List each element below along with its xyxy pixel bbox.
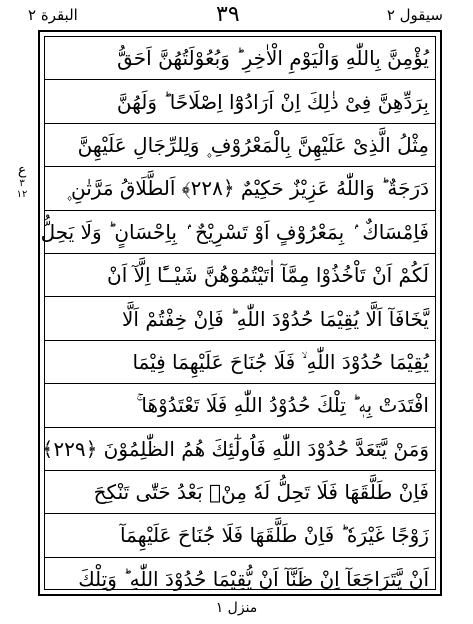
verse-line [45,558,435,601]
verse-line [45,80,435,123]
ruku-count: ١٢ [16,189,28,201]
page-number: ٣٩ [216,2,240,27]
verse-line [45,167,435,210]
verse-text: دَرَجَةٌ ؕ وَاللّٰهُ عَزِيْزٌ حَكِيْمٌ ﴿۲۲۸﴾ اَلطَّلَاقُ مَرَّتٰنِ ۪ [66,176,429,201]
verse-line [45,37,435,80]
verse-line [45,514,435,557]
surah-name: البقرة ٢ [28,6,78,24]
verse-text: زَوْجًا غَيْرَهٗ ؕ فَاِنْ طَلَّقَهَا فَلَا جُنَاحَ عَلَيْهِمَآ [120,523,429,548]
juz-name: سيقول ٢ [386,6,443,24]
verse-line [45,471,435,514]
verse-line [45,297,435,340]
verse-line [41,428,435,471]
verse-text: بِرَدِّهِنَّ فِىْ ذٰلِكَ اِنْ اَرَادُوْٓا اِصْلَاحًا ؕ وَلَهُنَّ [116,89,429,114]
page-header [0,4,473,30]
verse-text: مِثْلُ الَّذِىْ عَلَيْهِنَّ بِالْمَعْرُوْفِ ۪ وَلِلرِّجَالِ عَلَيْهِنَّ [77,132,429,157]
verse-line [45,254,435,297]
verse-text: اَنْ يَّتَرَاجَعَآ اِنْ ظَنَّآ اَنْ يُّقِيْمَا حُدُوْدَ اللّٰهِ ؕ وَتِلْكَ [78,567,429,592]
verse-text: افْتَدَتْ بِهٖ ؕ تِلْكَ حُدُوْدُ اللّٰهِ فَلَا تَعْتَدُوْهَا ۚ [136,393,429,418]
ain-icon: ع [17,162,27,178]
verse-line [40,211,435,254]
verse-text: لَكُمْ اَنْ تَاْخُذُوْا مِمَّآ اٰتَيْتُمُوْهُنَّ شَيْــًٔا اِلَّآ اَنْ [107,263,429,288]
verse-text: يَّخَافَآ اَلَّا يُقِيْمَا حُدُوْدَ اللّٰهِ ؕ فَاِنْ خِفْتُمْ اَلَّا [122,306,429,331]
verse-lines [40,37,435,592]
text-frame [38,30,442,596]
verse-text: يُقِيْمَا حُدُوْدَ اللّٰهِ ۙ فَلَا جُنَاحَ عَلَيْهِمَا فِيْمَا [132,349,429,374]
verse-line [45,384,435,427]
text-frame-inner [40,36,436,592]
verse-text: يُؤْمِنَّ بِاللّٰهِ وَالْيَوْمِ الْاٰخِرِ ؕ وَبُعُوْلَتُهُنَّ اَحَقُّ [117,46,429,71]
manzil-footer: منزل ١ [215,600,258,616]
ruku-marker [8,163,36,200]
verse-text: فَاِمْسَاكٌ ۢ بِمَعْرُوْفٍ اَوْ تَسْرِيْحٌ ۢ بِاِحْسَانٍ ؕ وَلَا يَحِلُّ [40,219,429,244]
verse-line [45,124,435,167]
verse-text: فَاِنْ طَلَّقَهَا فَلَا تَحِلُّ لَهٗ مِنْۢ بَعْدُ حَتّٰى تَنْكِحَ [93,480,429,505]
verse-line [45,341,435,384]
verse-text: وَمَنْ يَّتَعَدَّ حُدُوْدَ اللّٰهِ فَاُولٰٓئِكَ هُمُ الظّٰلِمُوْنَ ﴿۲۲۹﴾ [41,436,429,461]
ruku-number: ٣ [19,178,25,190]
